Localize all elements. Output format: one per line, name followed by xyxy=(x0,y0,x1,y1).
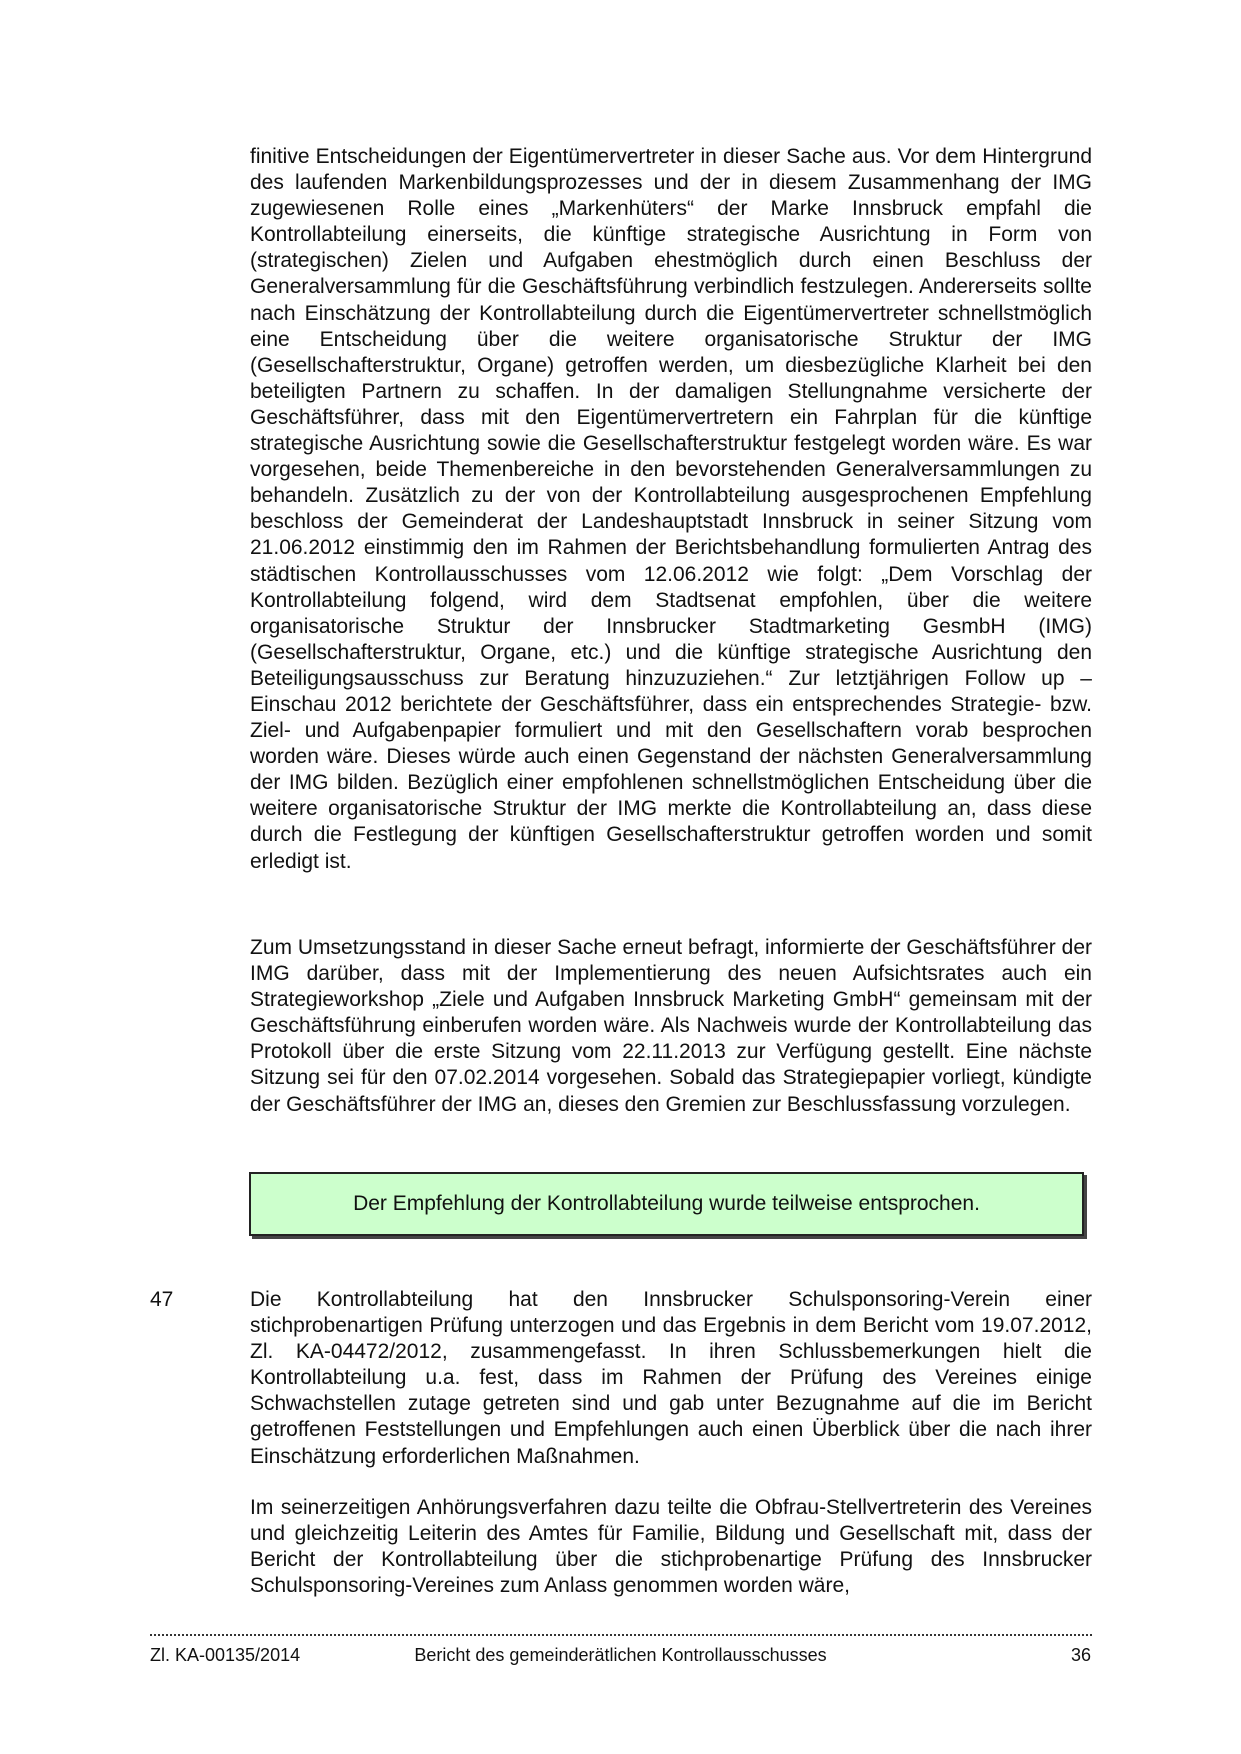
paragraph-text: Die Kontrollabteilung hat den Innsbrucker Schulsponsoring-Verein einer stichprobenartigen Prüfung unterzogen und das Ergebnis in dem Bericht vom 19.07.2012, Zl. KA-04472/2012, zusammengefasst. In ihren Schlussbemerkungen hielt die Kontrollabteilung u.a. fest, dass im Rahmen der Prüfung des Vereines einige Schwachstellen zutage getreten sind und gab unter Bezugnahme auf die im Bericht getroffenen Feststellungen und Empfehlungen auch einen Überblick über die nach ihrer Einschätzung erforderlichen Maßnahmen. xyxy=(250,1288,1092,1468)
result-box xyxy=(249,1172,1084,1236)
footer-page-number: 36 xyxy=(1070,1645,1091,1665)
body-paragraph-2 xyxy=(250,935,1092,1118)
footer-divider xyxy=(150,1634,1092,1636)
body-paragraph-4 xyxy=(250,1495,1092,1599)
paragraph-text: Zum Umsetzungsstand in dieser Sache erneut befragt, informierte der Geschäftsführer der IMG darüber, dass mit der Implementierung des neuen Aufsichtsrates auch ein Strategieworkshop „Ziele und Aufgaben Innsbruck Marketing GmbH“ gemeinsam mit der Geschäftsführung einberufen worden wäre. Als Nachweis wurde der Kontrollabteilung das Protokoll über die erste Sitzung vom 22.11.2013 zur Verfügung gestellt. Eine nächste Sitzung sei für den 07.02.2014 vorgesehen. Sobald das Strategiepapier vorliegt, kündigte der Geschäftsführer der IMG an, dieses den Gremien zur Beschlussfassung vorzulegen. xyxy=(250,936,1092,1116)
section-number: 47 xyxy=(150,1288,174,1311)
footer-title: Bericht des gemeinderätlichen Kontrollausschusses xyxy=(414,1645,827,1665)
paragraph-text: Im seinerzeitigen Anhörungsverfahren dazu teilte die Obfrau-Stellvertreterin des Vereines und gleichzeitig Leiterin des Amtes für Familie, Bildung und Gesellschaft mit, dass der Bericht der Kontrollabteilung über die stichprobenartige Prüfung des Innsbrucker Schulsponsoring-Vereines zum Anlass genommen worden wäre, xyxy=(250,1496,1092,1598)
footer-reference: Zl. KA-00135/2014 xyxy=(150,1645,301,1665)
result-text: Der Empfehlung der Kontrollabteilung wurde teilweise entsprochen. xyxy=(353,1192,980,1215)
body-paragraph-1 xyxy=(250,144,1092,875)
paragraph-text: finitive Entscheidungen der Eigentümervertreter in dieser Sache aus. Vor dem Hintergrund des laufenden Markenbildungsprozesses und der in diesem Zusammenhang der IMG zugewiesenen Rolle eines „Markenhüters“ der Marke Innsbruck empfahl die Kontrollabteilung einerseits, die künftige strategische Ausrichtung in Form von (strategischen) Zielen und Aufgaben ehestmöglich durch einen Beschluss der Generalversammlung für die Geschäftsführung verbindlich festzulegen. Andererseits sollte nach Einschätzung der Kontrollabteilung durch die Eigentümervertreter schnellstmöglich eine Entscheidung über die weitere organisatorische Struktur der IMG (Gesellschafterstruktur, Organe) getroffen werden, um diesbezügliche Klarheit bei den beteiligten Partnern zu schaffen. In der damaligen Stellungnahme versicherte der Geschäftsführer, dass mit den Eigentümervertretern ein Fahrplan für die künftige strategische Ausrichtung sowie die Gesellschafterstruktur festgelegt worden wäre. Es war vorgesehen, beide Themenbereiche in den bevorstehenden Generalversammlungen zu behandeln. Zusätzlich zu der von der Kontrollabteilung ausgesprochenen Empfehlung beschloss der Gemeinderat der Landeshauptstadt Innsbruck in seiner Sitzung vom 21.06.2012 einstimmig den im Rahmen der Berichtsbehandlung formulierten Antrag des städtischen Kontrollausschusses vom 12.06.2012 wie folgt: „Dem Vorschlag der Kontrollabteilung folgend, wird dem Stadtsenat empfohlen, über die weitere organisatorische Struktur der Innsbrucker Stadtmarketing GesmbH (IMG) (Gesellschafterstruktur, Organe, etc.) und die künftige strategische Ausrichtung den Beteiligungsausschuss zur Beratung hinzuzuziehen.“ Zur letztjährigen Follow up – Einschau 2012 berichtete der Geschäftsführer, dass ein entsprechendes Strategie- bzw. Ziel- und Aufgabenpapier formuliert und mit den Gesellschaftern vorab besprochen worden wäre. Dieses würde auch einen Gegenstand der nächsten Generalversammlung der IMG bilden. Bezüglich einer empfohlenen schnellstmöglichen Entscheidung über die weitere organisatorische Struktur der IMG merkte die Kontrollabteilung an, dass diese durch die Festlegung der künftigen Gesellschafterstruktur getroffen worden und somit erledigt ist. xyxy=(250,145,1092,873)
body-paragraph-3 xyxy=(250,1287,1092,1470)
